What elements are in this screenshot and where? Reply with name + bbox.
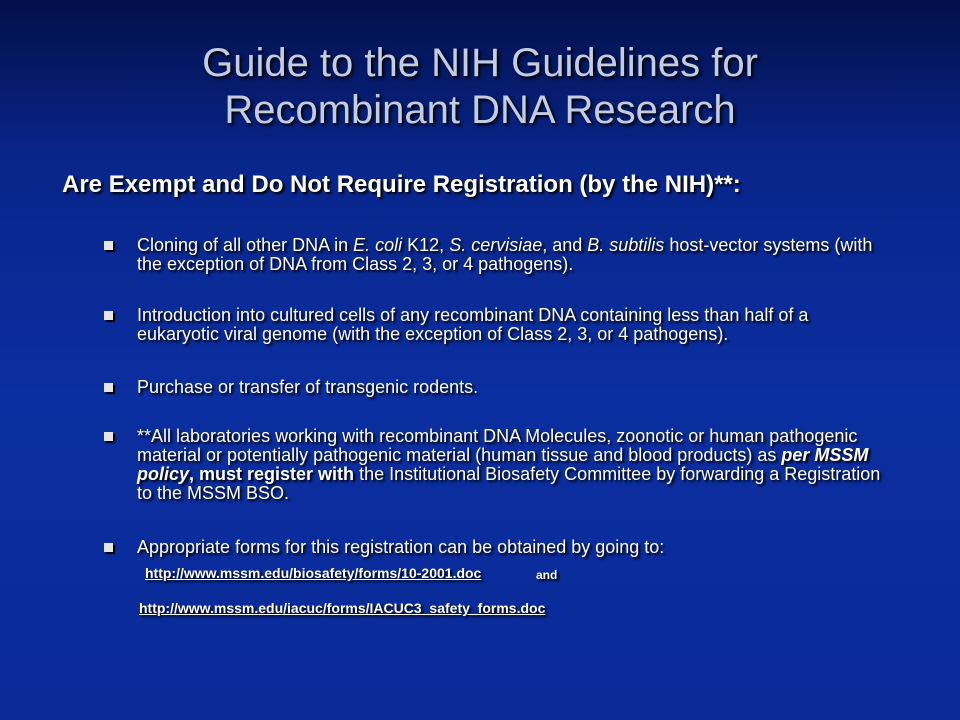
biosafety-forms-link[interactable]: http://www.mssm.edu/biosafety/forms/10-2001.doc xyxy=(145,565,482,581)
bullet-all-laboratories-text: **All laboratories working with recombinant DNA Molecules, zoonotic or human pathogenic material or potentially pathogenic material (human tissue and blood products) as per MSSM policy, must register with the Institutional Biosafety Committee by forwarding a Registration to the MSSM BSO. xyxy=(137,426,881,503)
bullet-appropriate-forms xyxy=(104,538,894,557)
square-bullet-icon xyxy=(104,543,113,552)
bullet-transgenic-rodents-text: Purchase or transfer of transgenic rodents. xyxy=(137,377,479,397)
bullet-appropriate-forms-text: Appropriate forms for this registration can be obtained by going to: xyxy=(137,537,665,557)
square-bullet-icon xyxy=(104,432,113,441)
bullet-transgenic-rodents xyxy=(104,378,894,397)
bullet-cloning-text: Cloning of all other DNA in E. coli K12, S. cervisiae, and B. subtilis host-vector systems (with the exception of DNA from Class 2, 3, or 4 pathogens). xyxy=(137,235,873,274)
square-bullet-icon xyxy=(104,311,113,320)
title-line-2: Recombinant DNA Research xyxy=(224,88,736,132)
and-label: and xyxy=(536,568,558,582)
bullet-cloning xyxy=(104,236,894,274)
iacuc-forms-link[interactable]: http://www.mssm.edu/iacuc/forms/IACUC3_safety_forms.doc xyxy=(139,600,546,616)
square-bullet-icon xyxy=(104,383,113,392)
bullet-cultured-cells-text: Introduction into cultured cells of any recombinant DNA containing less than half of a eukaryotic viral genome (with the exception of Class 2, 3, or 4 pathogens). xyxy=(137,305,809,344)
slide-subtitle: Are Exempt and Do Not Require Registration (by the NIH)**: xyxy=(62,171,741,198)
title-line-1: Guide to the NIH Guidelines for xyxy=(202,41,758,85)
square-bullet-icon xyxy=(104,241,113,250)
bullet-all-laboratories xyxy=(104,427,894,503)
slide-title xyxy=(0,40,960,134)
bullet-cultured-cells xyxy=(104,306,894,344)
